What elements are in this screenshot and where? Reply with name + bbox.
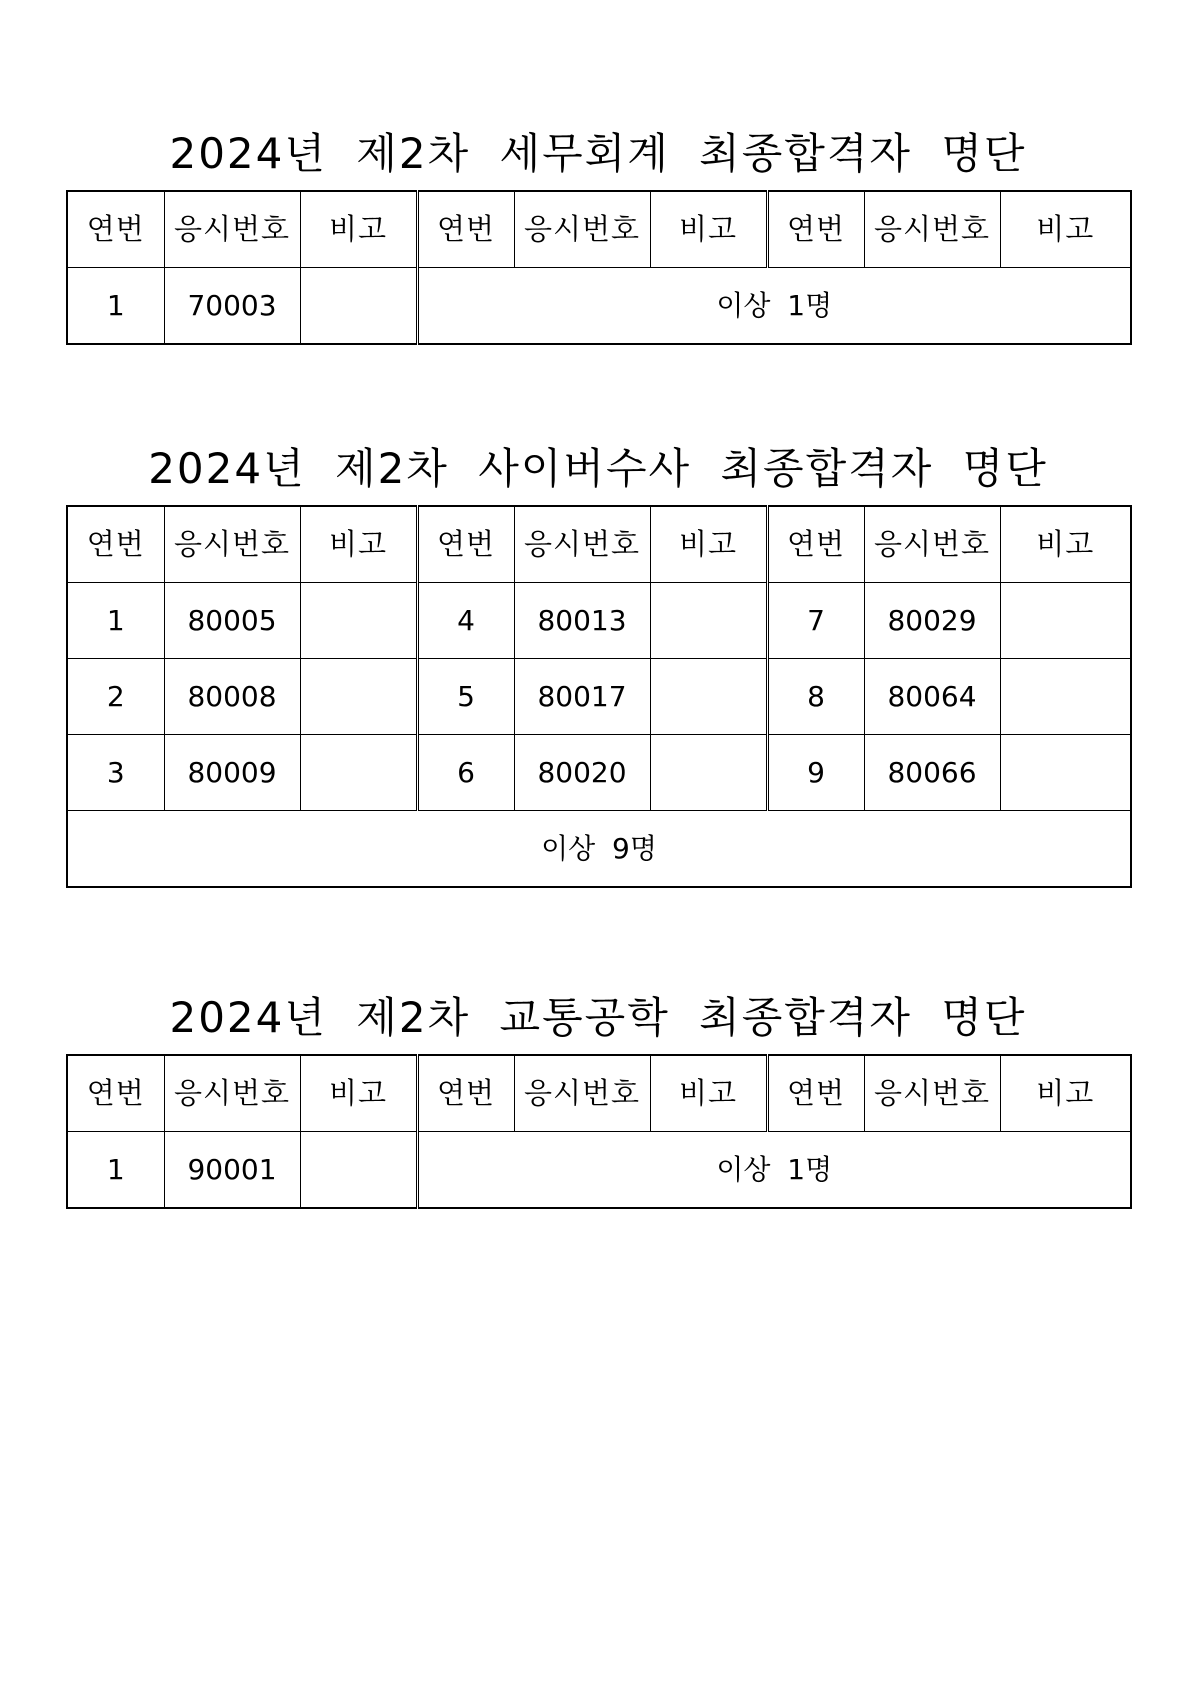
header-note: 비고 — [1000, 506, 1131, 583]
header-exam-no: 응시번호 — [514, 506, 650, 583]
note-cell — [1000, 583, 1131, 659]
note-cell — [650, 735, 767, 811]
table-row — [67, 268, 1131, 345]
section-traffic-engineering — [66, 982, 1130, 1209]
section-title: 2024년 제2차 교통공학 최종합격자 명단 — [169, 993, 1027, 1042]
exam-no-cell: 70003 — [164, 268, 300, 345]
seq-cell: 3 — [67, 735, 164, 811]
table-row — [67, 735, 1131, 811]
section-title: 2024년 제2차 사이버수사 최종합격자 명단 — [148, 444, 1048, 493]
exam-no-cell: 80064 — [864, 659, 1000, 735]
exam-no-cell: 80066 — [864, 735, 1000, 811]
header-exam-no: 응시번호 — [864, 1055, 1000, 1132]
header-exam-no: 응시번호 — [164, 191, 300, 268]
table-row — [67, 1132, 1131, 1209]
exam-no-cell: 80008 — [164, 659, 300, 735]
header-exam-no: 응시번호 — [514, 191, 650, 268]
note-cell — [1000, 659, 1131, 735]
exam-no-cell: 80029 — [864, 583, 1000, 659]
header-note: 비고 — [300, 1055, 417, 1132]
exam-no-cell: 80005 — [164, 583, 300, 659]
header-note: 비고 — [300, 506, 417, 583]
header-seq: 연번 — [67, 191, 164, 268]
seq-cell: 1 — [67, 268, 164, 345]
header-seq: 연번 — [417, 191, 514, 268]
seq-cell: 5 — [417, 659, 514, 735]
header-row — [67, 1055, 1131, 1132]
header-note: 비고 — [300, 191, 417, 268]
seq-cell: 8 — [767, 659, 864, 735]
seq-cell: 7 — [767, 583, 864, 659]
exam-no-cell: 80013 — [514, 583, 650, 659]
header-exam-no: 응시번호 — [164, 506, 300, 583]
exam-no-cell: 80009 — [164, 735, 300, 811]
section-cyber-investigation — [66, 433, 1130, 888]
table-row — [67, 583, 1131, 659]
exam-no-cell: 90001 — [164, 1132, 300, 1209]
roster-table — [66, 190, 1132, 345]
seq-cell: 2 — [67, 659, 164, 735]
note-cell — [1000, 735, 1131, 811]
header-exam-no: 응시번호 — [164, 1055, 300, 1132]
table-row — [67, 659, 1131, 735]
header-seq: 연번 — [417, 506, 514, 583]
note-cell — [650, 583, 767, 659]
note-cell — [300, 1132, 417, 1209]
seq-cell: 9 — [767, 735, 864, 811]
header-exam-no: 응시번호 — [514, 1055, 650, 1132]
header-note: 비고 — [650, 506, 767, 583]
header-seq: 연번 — [767, 191, 864, 268]
roster-table — [66, 1054, 1132, 1209]
note-cell — [300, 735, 417, 811]
note-cell — [300, 659, 417, 735]
total-cell: 이상 9명 — [67, 811, 1131, 888]
header-seq: 연번 — [767, 506, 864, 583]
header-row — [67, 506, 1131, 583]
header-note: 비고 — [1000, 191, 1131, 268]
header-seq: 연번 — [417, 1055, 514, 1132]
roster-table — [66, 505, 1132, 888]
section-tax-accounting — [66, 118, 1130, 345]
header-exam-no: 응시번호 — [864, 191, 1000, 268]
seq-cell: 4 — [417, 583, 514, 659]
header-note: 비고 — [650, 191, 767, 268]
note-cell — [300, 268, 417, 345]
section-title: 2024년 제2차 세무회계 최종합격자 명단 — [169, 129, 1027, 178]
total-row — [67, 811, 1131, 888]
header-seq: 연번 — [767, 1055, 864, 1132]
header-exam-no: 응시번호 — [864, 506, 1000, 583]
note-cell — [650, 659, 767, 735]
note-cell — [300, 583, 417, 659]
header-seq: 연번 — [67, 1055, 164, 1132]
seq-cell: 1 — [67, 583, 164, 659]
total-cell: 이상 1명 — [417, 1132, 1131, 1209]
seq-cell: 1 — [67, 1132, 164, 1209]
exam-no-cell: 80020 — [514, 735, 650, 811]
total-cell: 이상 1명 — [417, 268, 1131, 345]
seq-cell: 6 — [417, 735, 514, 811]
header-note: 비고 — [1000, 1055, 1131, 1132]
exam-no-cell: 80017 — [514, 659, 650, 735]
header-note: 비고 — [650, 1055, 767, 1132]
header-seq: 연번 — [67, 506, 164, 583]
header-row — [67, 191, 1131, 268]
